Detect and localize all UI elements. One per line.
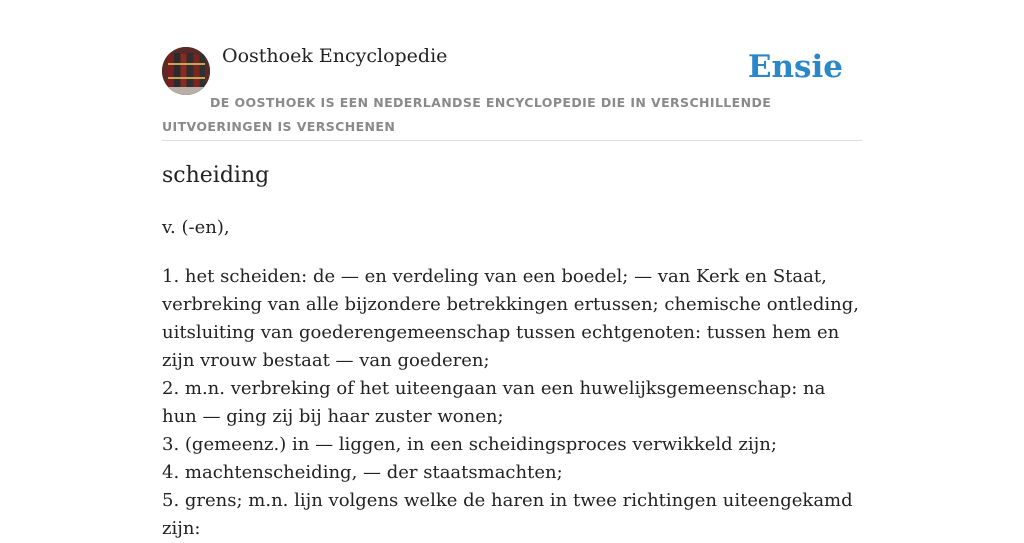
sense-3: 3. (gemeenz.) in — liggen, in een scheidingsproces verwikkeld zijn;	[162, 434, 777, 455]
page-container	[162, 0, 862, 539]
site-tagline: DE OOSTHOEK IS EEN NEDERLANDSE ENCYCLOPEDIE DIE IN VERSCHILLENDE UITVOERINGEN IS VERSCHENEN	[162, 95, 772, 134]
site-title-link[interactable]: Oosthoek Encyclopedie	[222, 45, 448, 67]
ensie-logo-link[interactable]: Ensie	[747, 49, 843, 85]
entry-grammar: v. (-en),	[162, 217, 230, 238]
sense-1: 1. het scheiden: de — en verdeling van een boedel; — van Kerk en Staat, verbreking van alle bijzondere betrekkingen ertussen; chemische ontleding, uitsluiting van goederengemeenschap tussen echtgenoten: tussen hem en zijn vrouw bestaat — van goederen;	[162, 266, 859, 371]
entry-senses	[162, 263, 862, 543]
sense-2: 2. m.n. verbreking of het uiteengaan van een huwelijksgemeenschap: na hun — ging zij bij haar zuster wonen;	[162, 378, 826, 427]
site-header	[162, 0, 862, 141]
sense-4: 4. machtenscheiding, — der staatsmachten;	[162, 462, 563, 483]
encyclopedia-books-icon[interactable]	[162, 47, 210, 95]
entry-headword: scheiding	[162, 163, 270, 188]
sense-5: 5. grens; m.n. lijn volgens welke de haren in twee richtingen uiteengekamd zijn:	[162, 490, 853, 539]
